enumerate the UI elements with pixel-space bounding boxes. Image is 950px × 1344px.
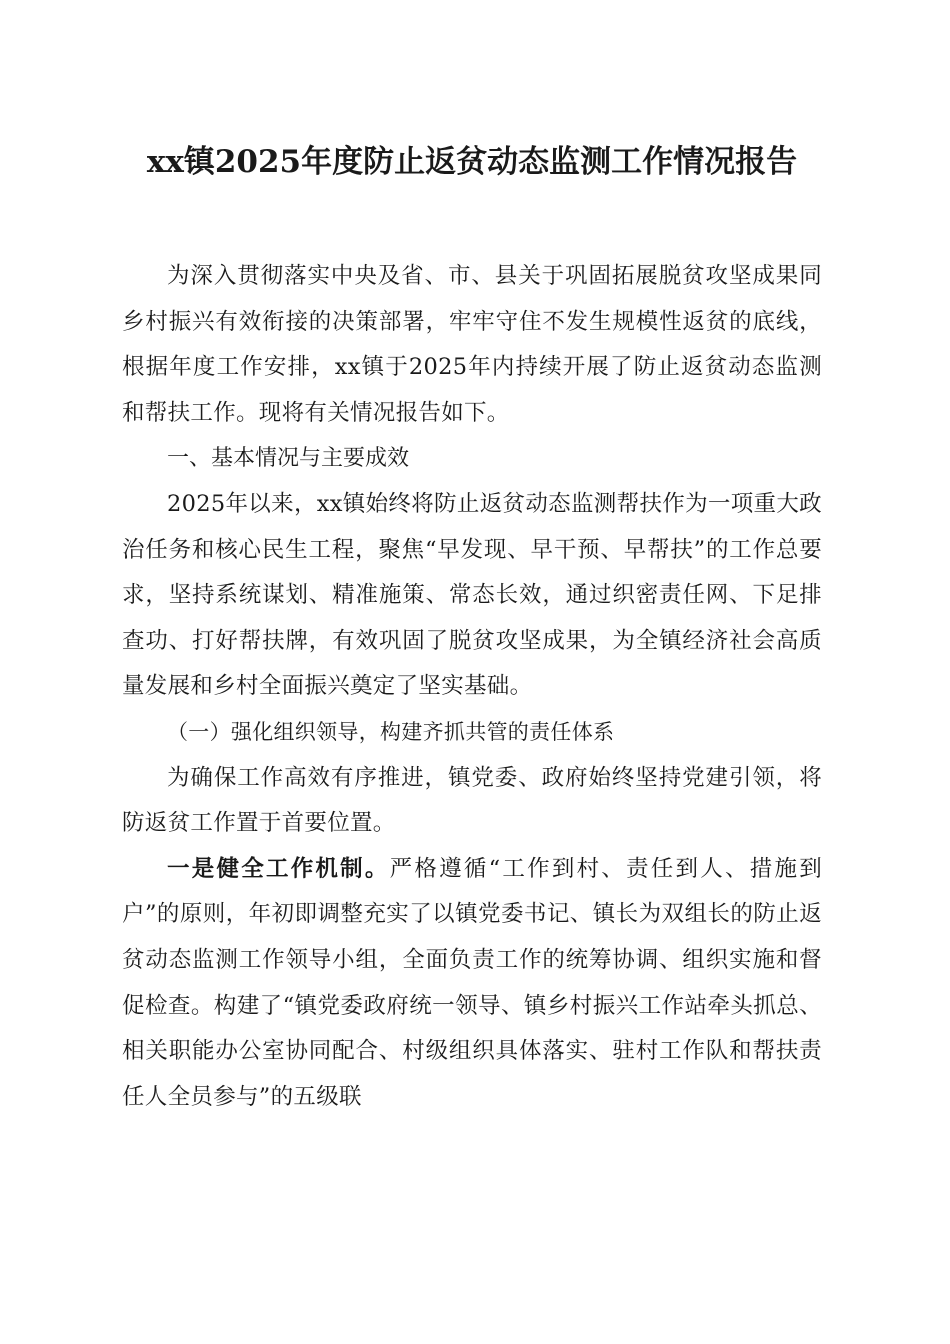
point-lead-mechanism: 一是健全工作机制。	[167, 855, 390, 882]
intro-paragraph: 为深入贯彻落实中央及省、市、县关于巩固拓展脱贫攻坚成果同乡村振兴有效衔接的决策部署，牢牢守住不发生规模性返贫的底线，根据年度工作安排，xx镇于2025年内持续开展了防止返贫动态监测和帮扶工作。现将有关情况报告如下。	[122, 263, 822, 426]
document-title: xx镇2025年度防止返贫动态监测工作情况报告	[146, 144, 798, 180]
section-paragraph-basic-situation: 2025年以来，xx镇始终将防止返贫动态监测帮扶作为一项重大政治任务和核心民生工程，聚焦“早发现、早干预、早帮扶”的工作总要求，坚持系统谋划、精准施策、常态长效，通过织密责任网、下足排查功、打好帮扶牌，有效巩固了脱贫攻坚成果，为全镇经济社会高质量发展和乡村全面振兴奠定了坚实基础。	[122, 490, 822, 700]
point-text-mechanism: 严格遵循“工作到村、责任到人、措施到户”的原则，年初即调整充实了以镇党委书记、镇长为双组长的防止返贫动态监测工作领导小组，全面负责工作的统筹协调、组织实施和督促检查。构建了“镇党委政府统一领导、镇乡村振兴工作站牵头抓总、相关职能办公室协同配合、村级组织具体落实、驻村工作队和帮扶责任人全员参与”的五级联	[122, 855, 823, 1110]
section-heading-basic-situation: 一、基本情况与主要成效	[167, 446, 410, 472]
subsection-heading-organization: （一）强化组织领导，构建齐抓共管的责任体系	[167, 719, 615, 744]
document-page	[122, 140, 822, 1120]
point-paragraph-mechanism	[122, 847, 822, 1121]
document-body	[122, 254, 822, 1120]
subsection-paragraph-organization: 为确保工作高效有序推进，镇党委、政府始终坚持党建引领，将防返贫工作置于首要位置。	[122, 764, 822, 837]
